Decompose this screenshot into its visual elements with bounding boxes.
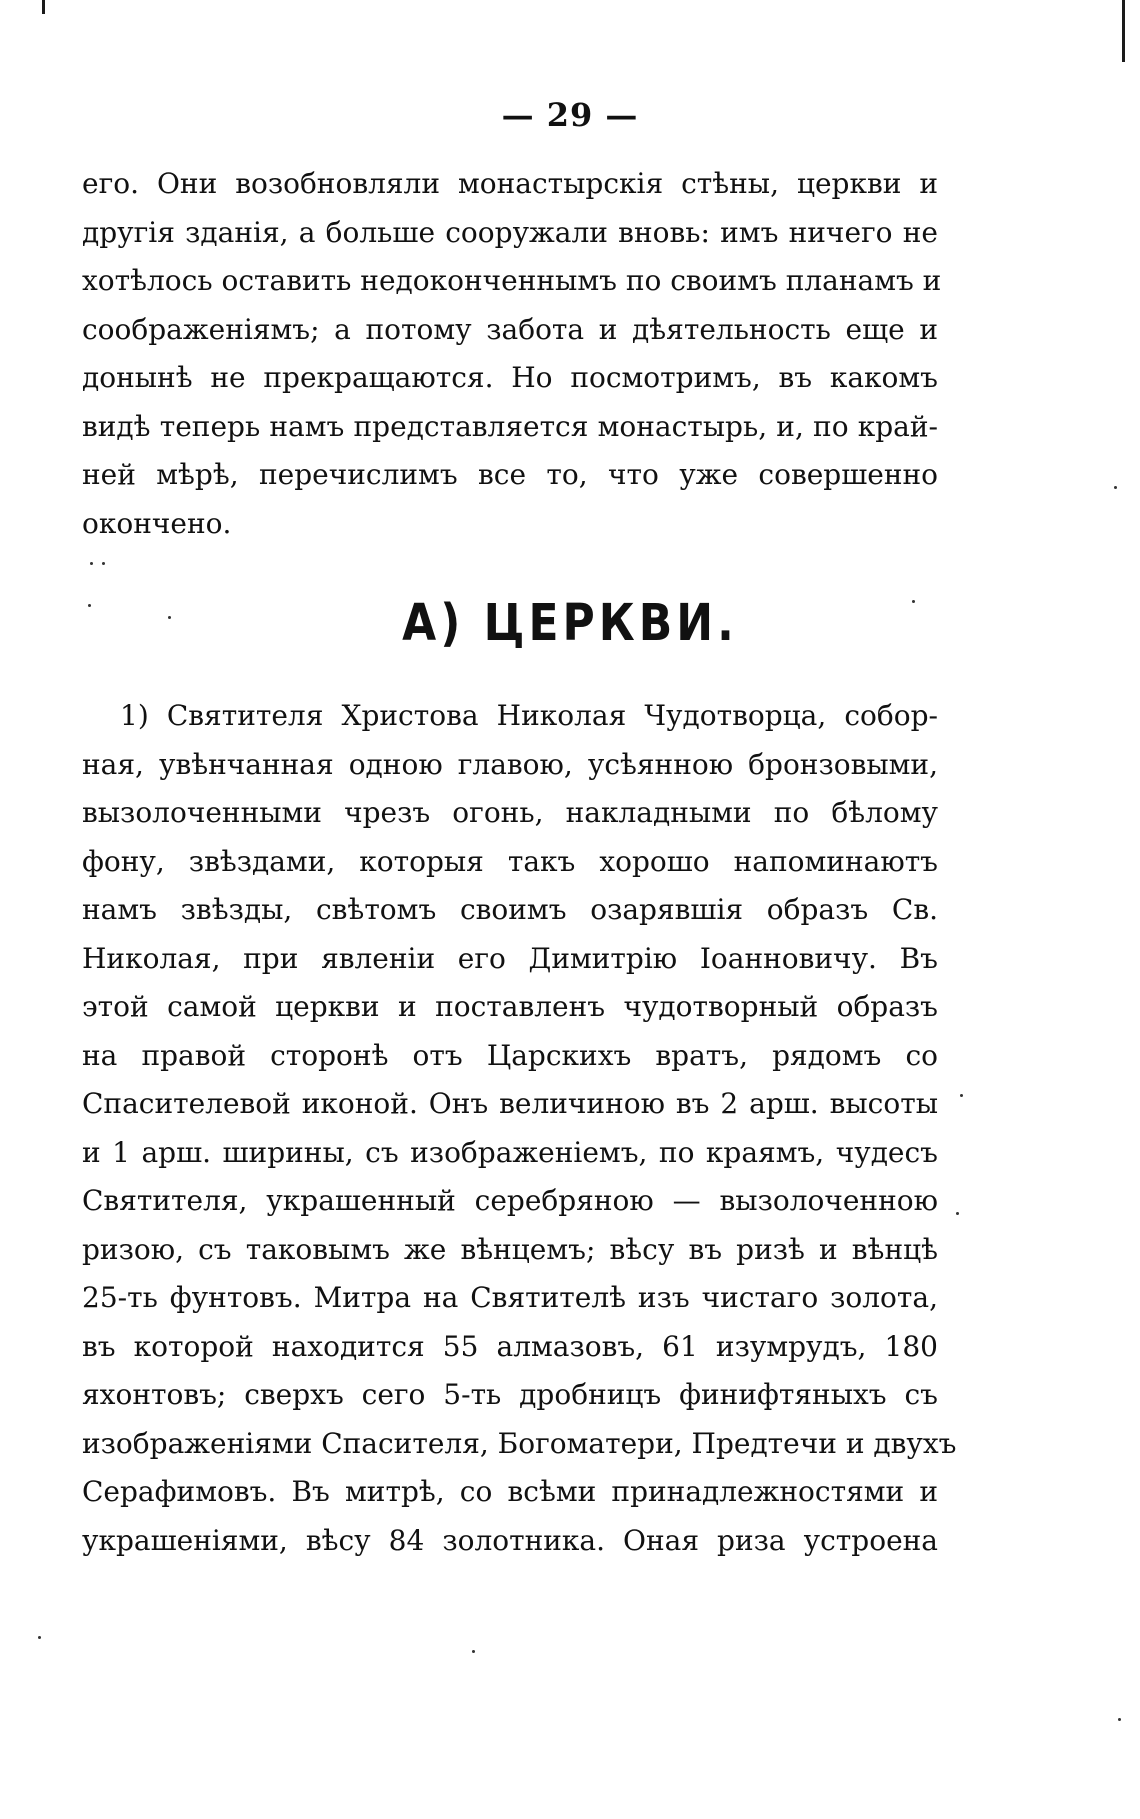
text-line: ней мѣрѣ, перечислимъ все то, что уже совершенно	[82, 458, 938, 491]
text-line: Николая, при явленіи его Димитрію Іоанновичу. Въ	[82, 941, 938, 975]
scan-speck	[960, 1094, 963, 1097]
section-heading: А) ЦЕРКВИ.	[402, 594, 738, 653]
text-line: Святителя, украшенный серебряною — вызолоченною	[82, 1184, 938, 1217]
text-line: этой самой церкви и поставленъ чудотворный образъ	[82, 990, 938, 1023]
text-line: яхонтовъ; сверхъ сего 5-ть дробницъ финифтяныхъ съ	[82, 1378, 938, 1411]
text-line: и 1 арш. ширины, съ изображеніемъ, по краямъ, чудесъ	[82, 1135, 938, 1169]
scan-speck	[956, 1212, 959, 1215]
scan-speck	[1118, 1718, 1121, 1721]
text-line: Спасителевой иконой. Онъ величиною въ 2 арш. высоты	[82, 1087, 938, 1120]
page-edge-mark	[1122, 0, 1125, 62]
binding-edge-mark	[42, 0, 45, 14]
text-line: на правой сторонѣ отъ Царскихъ вратъ, рядомъ со	[82, 1038, 938, 1072]
text-line: окончено.	[82, 506, 232, 540]
scan-speck	[168, 616, 171, 619]
text-line: фону, звѣздами, которыя такъ хорошо напоминаютъ	[82, 844, 938, 878]
scan-speck	[912, 600, 915, 603]
text-line: донынѣ не прекращаются. Но посмотримъ, въ какомъ	[82, 361, 938, 394]
text-line: украшеніями, вѣсу 84 золотника. Оная риза устроена	[82, 1523, 938, 1557]
text-line: изображеніями Спасителя, Богоматери, Предтечи и двухъ	[82, 1426, 957, 1460]
text-line: въ которой находится 55 алмазовъ, 61 изумрудъ, 180	[82, 1329, 938, 1363]
text-line: ризою, съ таковымъ же вѣнцемъ; вѣсу въ ризѣ и вѣнцѣ	[82, 1232, 938, 1266]
scan-speck	[472, 1650, 475, 1653]
text-line: Серафимовъ. Въ митрѣ, со всѣми принадлежностями и	[82, 1475, 938, 1508]
text-line: соображеніямъ; а потому забота и дѣятельность еще и	[82, 312, 938, 346]
text-line: намъ звѣзды, свѣтомъ своимъ озарявшія образъ Св.	[82, 893, 938, 926]
scan-speck	[102, 562, 105, 565]
text-line: видѣ теперь намъ представляется монастырь, и, по край-	[82, 409, 938, 443]
text-line: его. Они возобновляли монастырскія стѣны, церкви и	[82, 167, 938, 200]
text-line: вызолоченными чрезъ огонь, накладными по бѣлому	[82, 796, 938, 829]
scan-speck	[1114, 486, 1117, 489]
scan-speck	[88, 604, 91, 607]
scan-speck	[90, 562, 93, 565]
text-line: другія зданія, а больше сооружали вновь: имъ ничего не	[82, 215, 938, 249]
page-number: — 29 —	[501, 96, 639, 134]
text-line: 25-ть фунтовъ. Митра на Святителѣ изъ чистаго золота,	[82, 1281, 938, 1314]
intro-paragraph	[82, 160, 942, 548]
text-line: хотѣлось оставить недоконченнымъ по своимъ планамъ и	[82, 264, 942, 297]
text-line: 1) Святителя Христова Николая Чудотворца, собор-	[120, 699, 938, 732]
text-line: ная, увѣнчанная одною главою, усѣянною бронзовыми,	[82, 747, 938, 781]
body-paragraph	[82, 692, 957, 1565]
scan-speck	[38, 1636, 41, 1639]
